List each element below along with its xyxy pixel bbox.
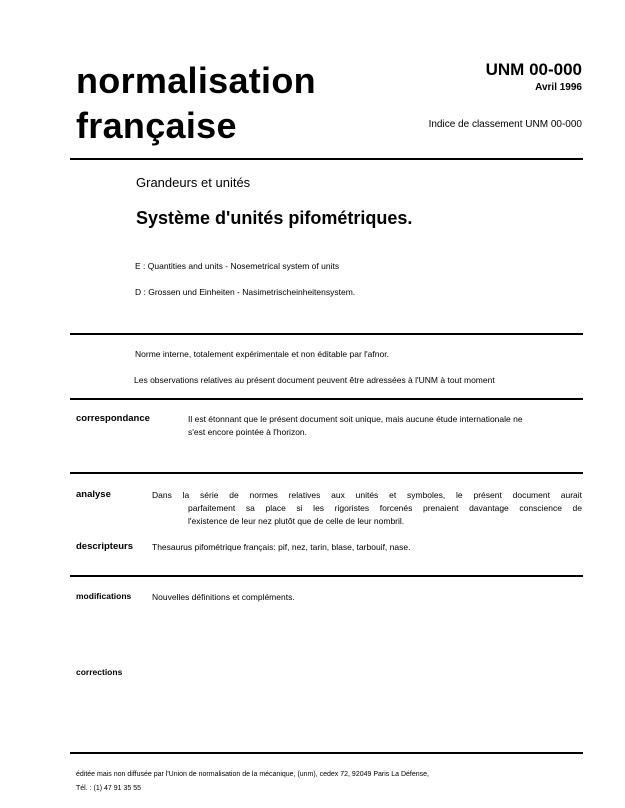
- correspondance-line-2: s'est encore pointée à l'horizon.: [188, 427, 308, 437]
- correspondance-line-1: Il est étonnant que le présent document soit unique, mais aucune étude internationale ne: [188, 414, 523, 424]
- brand-line-1: normalisation: [76, 60, 316, 101]
- document-code: UNM 00-000: [485, 60, 582, 79]
- analyse-line-1: Dans la série de normes relatives aux unités et symboles, le présent document aurait: [152, 490, 582, 500]
- brand-line-2: française: [76, 105, 237, 146]
- analyse-line-3: l'existence de leur nez plutôt que de celle de leur nombril.: [188, 516, 405, 526]
- divider: [70, 472, 583, 474]
- modifications-text: Nouvelles définitions et compléments.: [152, 592, 295, 602]
- descripteurs-text: Thesaurus pifométrique français: pif, nez, tarin, blase, tarbouif, nase.: [152, 542, 411, 552]
- classification-index: Indice de classement UNM 00-000: [428, 119, 582, 130]
- analyse-line-2: parfaitement sa place si les rigoristes forcenés prenaient davantage conscience de: [188, 503, 582, 513]
- publisher-note: éditée mais non diffusée par l'Union de normalisation de la mécanique, (unm), cedex 72, 92049 Paris La Défense,: [76, 771, 429, 778]
- document-category: Grandeurs et unités: [136, 175, 251, 190]
- phone-number: Tél. : (1) 47 91 35 55: [76, 785, 141, 792]
- divider: [70, 752, 583, 754]
- divider: [70, 158, 583, 160]
- corrections-label: corrections: [76, 667, 123, 677]
- observations-note: Les observations relatives au présent document peuvent être adressées à l'UNM à tout moment: [134, 375, 495, 385]
- divider: [70, 575, 583, 577]
- german-translation: D : Grossen und Einheiten - Nasimetrischeinheitensystem.: [135, 287, 356, 297]
- modifications-label: modifications: [76, 591, 132, 601]
- analyse-label: analyse: [76, 489, 111, 500]
- divider: [70, 398, 583, 400]
- english-translation: E : Quantities and units - Nosemetrical system of units: [135, 261, 340, 271]
- document-title: Système d'unités pifométriques.: [136, 208, 413, 228]
- descripteurs-label: descripteurs: [76, 541, 134, 552]
- correspondance-label: correspondance: [76, 413, 150, 424]
- divider: [70, 333, 583, 335]
- status-note: Norme interne, totalement expérimentale et non éditable par l'afnor.: [135, 349, 389, 359]
- document-date: Avril 1996: [535, 82, 582, 93]
